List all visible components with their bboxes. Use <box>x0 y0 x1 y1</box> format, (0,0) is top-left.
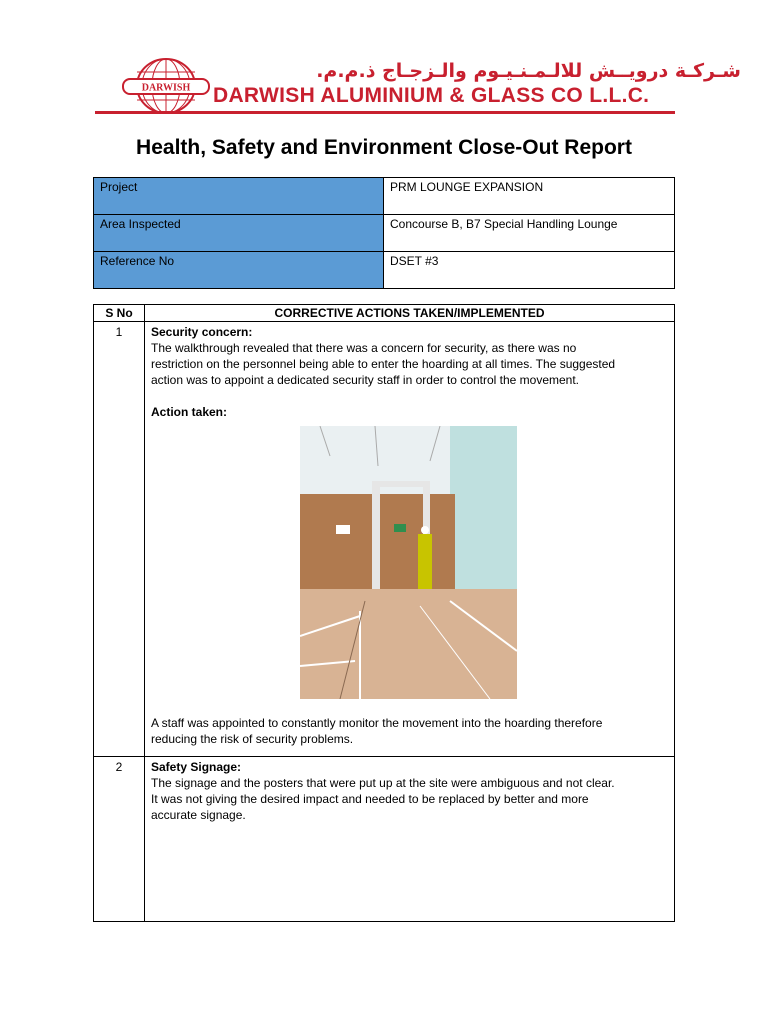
item-heading: Safety Signage: <box>151 760 242 774</box>
area-label: Area Inspected <box>94 215 384 252</box>
item-description-line: accurate signage. <box>151 808 246 822</box>
item-heading: Security concern: <box>151 325 253 339</box>
report-title: Health, Safety and Environment Close-Out Report <box>136 136 632 159</box>
action-cell <box>145 322 675 757</box>
project-label: Project <box>94 178 384 215</box>
table-row <box>94 252 675 289</box>
table-row <box>94 757 675 922</box>
item-description-line: It was not giving the desired impact and needed to be replaced by better and more <box>151 792 589 806</box>
column-header-actions: CORRECTIVE ACTIONS TAKEN/IMPLEMENTED <box>145 305 675 322</box>
reference-label: Reference No <box>94 252 384 289</box>
item-number: 1 <box>94 322 145 757</box>
result-line: reducing the risk of security problems. <box>151 732 354 746</box>
header-divider <box>95 111 675 114</box>
company-arabic-name: شـركـة درويــش للالـمـنـيـوم والـزجـاج ذ.م.م. <box>316 60 741 82</box>
company-name: DARWISH ALUMINIUM & GLASS CO L.L.C. <box>213 84 650 107</box>
item-description-line: action was to appoint a dedicated security staff in order to control the movement. <box>151 373 580 387</box>
site-photo <box>300 426 517 699</box>
table-row <box>94 215 675 252</box>
column-header-sno: S No <box>94 305 145 322</box>
table-header-row <box>94 305 675 322</box>
project-value: PRM LOUNGE EXPANSION <box>384 178 675 215</box>
corrective-actions-table <box>93 304 675 922</box>
action-cell <box>145 757 675 922</box>
item-number: 2 <box>94 757 145 922</box>
item-description-line: The walkthrough revealed that there was a concern for security, as there was no <box>151 341 577 355</box>
table-row <box>94 322 675 757</box>
spacer <box>151 388 668 404</box>
action-taken-heading: Action taken: <box>151 405 228 419</box>
project-info-table <box>93 177 675 289</box>
result-line: A staff was appointed to constantly monitor the movement into the hoarding therefore <box>151 716 603 730</box>
area-value: Concourse B, B7 Special Handling Lounge <box>384 215 675 252</box>
darwish-globe-logo <box>121 58 211 114</box>
item-description-line: restriction on the personnel being able to enter the hoarding at all times. The suggested <box>151 357 616 371</box>
company-header <box>95 56 741 118</box>
table-row <box>94 178 675 215</box>
logo-text: DARWISH <box>141 82 191 94</box>
item-description-line: The signage and the posters that were put up at the site were ambiguous and not clear. <box>151 776 615 790</box>
reference-value: DSET #3 <box>384 252 675 289</box>
